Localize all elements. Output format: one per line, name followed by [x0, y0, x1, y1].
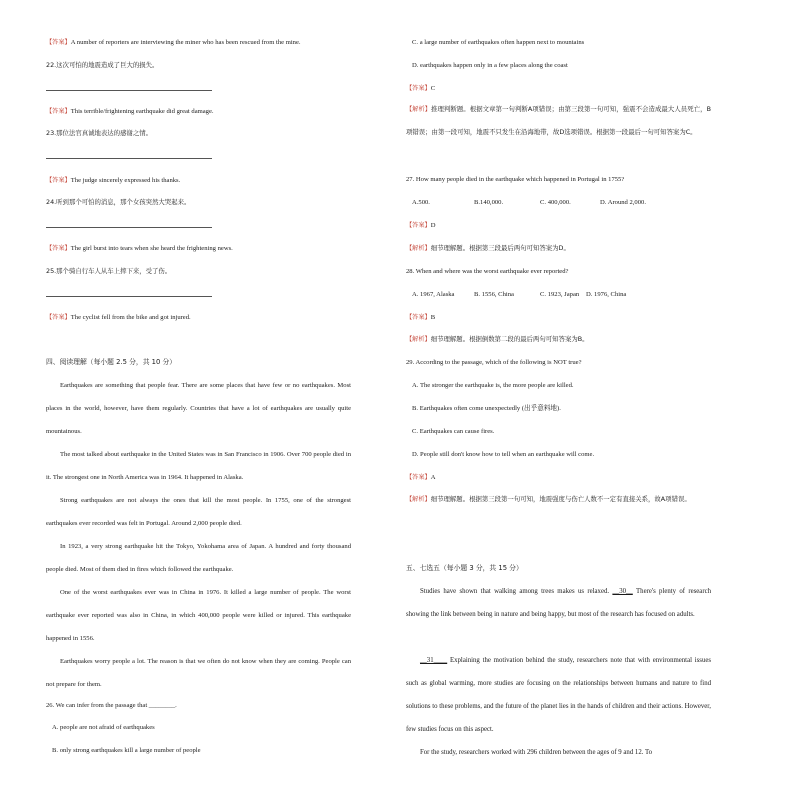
answer-tag: 【答案】: [406, 314, 431, 321]
passage-paragraph-3: Strong earthquakes are not always the ones that kill the most people. In 1755, one of the strongest earthquakes ever recorded was felt in Portugal. Around 2,000 people died.: [46, 497, 351, 527]
answer-text: C: [430, 85, 436, 92]
option-27c: C. 400,000.: [540, 199, 571, 206]
option-28a: A. 1967, Alaska: [412, 291, 455, 298]
option-29c: C. Earthquakes can cause fires.: [412, 428, 495, 435]
option-26d: D. earthquakes happen only in a few places along the coast: [412, 62, 568, 69]
option-26c: C. a large number of earthquakes often happen next to mountains: [412, 39, 585, 46]
blank-31[interactable]: __31____: [420, 657, 448, 664]
answer-text: This terrible/frightening earthquake did great damage.: [70, 108, 214, 115]
answer-line-26: [406, 83, 435, 94]
passage-paragraph-5: One of the worst earthquakes ever was in China in 1976. It killed a large number of people. The worst earthquake ever reported was also in China, in which 400,000 people were killed or injured. This earthquake happened in 1556.: [46, 589, 351, 642]
section-heading-seven-five: 五、七选五（每小题 3 分，共 15 分）: [406, 564, 523, 572]
question-28: 28. When and where was the worst earthquake ever reported?: [406, 268, 569, 275]
analysis-26: 【解析】推理判断题。根据文章第一句判断A项错误；由第三段第一句可知，强震不会造成最大人员死亡，B项错误；由第一段可知，地震不只发生在沿海地带，故D选项错误。根据第一段最后一句可知答案为C。: [406, 105, 711, 136]
analysis-tag: 【解析】: [406, 496, 431, 503]
answer-line-29: [406, 472, 436, 483]
answer-text: D: [430, 222, 436, 229]
answer-text: A number of reporters are interviewing the miner who has been rescued from the mine.: [70, 39, 301, 46]
analysis-28: 【解析】细节理解题。根据倒数第二段的最后两句可知答案为B。: [406, 335, 589, 343]
answer-blank: [46, 158, 212, 159]
option-28b: B. 1556, China: [474, 291, 514, 298]
answer-tag: 【答案】: [406, 474, 431, 481]
option-27a: A.500.: [412, 199, 430, 206]
answer-tag: 【答案】: [46, 108, 71, 115]
options-28: [412, 289, 626, 300]
question-25: 25.那个骑自行车人从车上摔下来，受了伤。: [46, 267, 172, 275]
option-29a: A. The stronger the earthquake is, the more people are killed.: [412, 382, 574, 389]
analysis-tag: 【解析】: [406, 245, 431, 252]
answer-blank: [46, 296, 212, 297]
answer-text: The cyclist fell from the bike and got injured.: [70, 314, 191, 321]
answer-line-23: [46, 175, 180, 186]
answer-line-25: [46, 312, 191, 323]
analysis-29: 【解析】细节理解题。根据第三段第一句可知，地震强度与伤亡人数不一定有直接关系，故A项错误。: [406, 495, 691, 503]
answer-blank: [46, 90, 212, 91]
answer-text: The girl burst into tears when she heard the frightening news.: [70, 245, 233, 252]
answer-line-22: [46, 106, 214, 117]
seven-five-paragraph-1: Studies have shown that walking among trees makes us relaxed. __30__ There's plenty of research showing the link between being in nature and being happy, but most of the research has focused on adults.: [406, 588, 712, 618]
passage-paragraph-2: The most talked about earthquake in the United States was in San Francisco in 1906. Over 700 people died in it. The strongest one in North America was in 1964. It happened in Alaska.: [46, 451, 351, 481]
seven-five-paragraph-3: For the study, researchers worked with 296 children between the ages of 9 and 12. To: [420, 749, 653, 756]
answer-tag: 【答案】: [46, 177, 71, 184]
answer-text: B: [430, 314, 436, 321]
answer-blank: [46, 227, 212, 228]
question-26: 26. We can infer from the passage that ________.: [46, 702, 177, 709]
passage-paragraph-4: In 1923, a very strong earthquake hit the Tokyo, Yokohama area of Japan. A hundred and forty thousand people died. Most of them died in fires which followed the earthquake.: [46, 543, 351, 573]
option-27b: B.140,000.: [474, 199, 504, 206]
answer-line-21: [46, 37, 301, 48]
answer-text: The judge sincerely expressed his thanks.: [70, 177, 181, 184]
answer-line-24: [46, 243, 233, 254]
analysis-tag: 【解析】: [406, 336, 431, 343]
option-26a: A. people are not afraid of earthquakes: [52, 724, 155, 731]
answer-line-27: [406, 220, 436, 231]
blank-30[interactable]: __30__: [612, 588, 633, 595]
analysis-tag: 【解析】: [406, 106, 432, 113]
passage-paragraph-6: Earthquakes worry people a lot. The reason is that we often do not know when they are coming. People can not prepare for them.: [46, 658, 351, 688]
question-22: 22.这次可怕的地震造成了巨大的损失。: [46, 61, 159, 69]
option-29b: B. Earthquakes often come unexpectedly (出乎意料地).: [412, 405, 561, 412]
option-27d: D. Around 2,000.: [600, 199, 646, 206]
option-26b: B. only strong earthquakes kill a large number of people: [52, 747, 201, 754]
seven-five-paragraph-2: __31____ Explaining the motivation behind the study, researchers note that with environmental issues such as global warming, more studies are focusing on the relationships between humans and nature to find solutions to these problems, and the future of the planet lies in the hands of children and their actions. However, few studies focus on this aspect.: [406, 657, 711, 733]
option-29d: D. People still don't know how to tell when an earthquake will come.: [412, 451, 595, 458]
answer-tag: 【答案】: [46, 39, 71, 46]
option-28d: D. 1976, China: [586, 291, 627, 298]
question-23: 23.那位法官真诚地表达的感谢之情。: [46, 129, 153, 137]
answer-text: A: [430, 474, 436, 481]
answer-tag: 【答案】: [406, 222, 431, 229]
option-28c: C. 1923, Japan: [540, 291, 580, 298]
answer-tag: 【答案】: [46, 245, 71, 252]
answer-tag: 【答案】: [406, 85, 431, 92]
options-27: [412, 197, 646, 208]
question-29: 29. According to the passage, which of the following is NOT true?: [406, 359, 582, 366]
answer-line-28: [406, 312, 435, 323]
answer-tag: 【答案】: [46, 314, 71, 321]
passage-paragraph-1: Earthquakes are something that people fear. There are some places that have few or no earthquakes. Most places in the world, however, have them regularly. Countries that have a lot of earthquakes are usually quite mountainous.: [46, 382, 351, 435]
question-24: 24.听到那个可怕的消息，那个女孩突然大哭起来。: [46, 198, 191, 206]
question-27: 27. How many people died in the earthquake which happened in Portugal in 1755?: [406, 176, 625, 183]
analysis-27: 【解析】细节理解题。根据第三段最后两句可知答案为D。: [406, 244, 570, 252]
section-heading-reading: 四、阅读理解（每小题 2.5 分，共 10 分）: [46, 358, 177, 366]
